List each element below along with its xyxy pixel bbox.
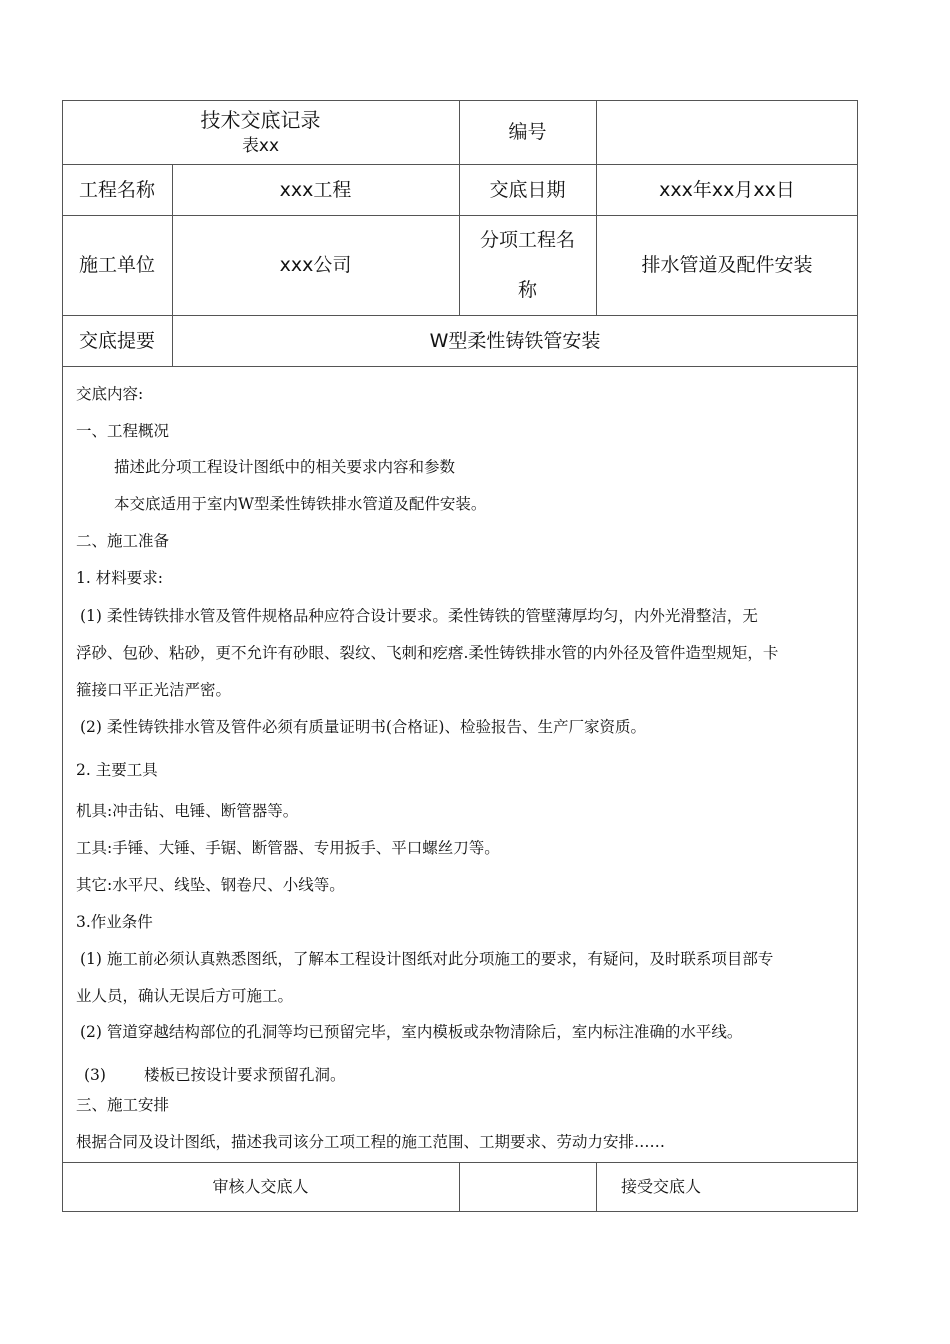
title-cell (62, 100, 459, 164)
project-name-label: 工程名称 (78, 178, 155, 201)
summary-label: 交底提要 (78, 329, 155, 352)
content-heading: 交底内容: (76, 385, 144, 403)
section-arrangement-heading: 三、施工安排 (76, 1096, 170, 1114)
sub-project-label-line2: 称 (517, 279, 537, 301)
summary-value: W型柔性铸铁管安装 (429, 329, 601, 352)
construction-unit-label: 施工单位 (78, 254, 155, 276)
document-title: 技术交底记录 (200, 108, 321, 132)
handover-date-label: 交底日期 (489, 178, 566, 201)
construction-unit-value: xxx公司 (279, 254, 352, 276)
sub-project-label (459, 215, 596, 315)
conditions-paragraph: 业人员，确认无误后方可施工。 (76, 987, 294, 1005)
project-name-value: xxx工程 (279, 178, 352, 201)
materials-paragraph: 箍接口平正光洁严密。 (76, 681, 232, 699)
overview-paragraph: 本交底适用于室内W型柔性铸铁排水管道及配件安装。 (114, 495, 487, 513)
conditions-paragraph: (2) 管道穿越结构部位的孔洞等均已预留完毕，室内模板或杂物清除后，室内标注准确的水平线。 (80, 1023, 743, 1041)
tools-hand: 工具:手锤、大锤、手锯、断管器、专用扳手、平口螺丝刀等。 (76, 839, 500, 857)
overview-paragraph: 描述此分项工程设计图纸中的相关要求内容和参数 (114, 458, 456, 476)
section-preparation-heading: 二、施工准备 (76, 532, 170, 550)
sub-project-label-line1: 分项工程名 (479, 229, 575, 251)
reviewer-signature (459, 1162, 596, 1212)
tools-heading: 2. 主要工具 (76, 761, 158, 779)
conditions-paragraph: 楼板已按设计要求预留孔洞。 (144, 1066, 346, 1084)
conditions-item-number: (3) (84, 1066, 106, 1084)
tools-other: 其它:水平尺、线坠、钢卷尺、小线等。 (76, 876, 345, 894)
handover-date-value: xxx年xx月xx日 (659, 178, 795, 201)
conditions-heading: 3.作业条件 (76, 913, 153, 931)
materials-paragraph: (1) 柔性铸铁排水管及管件规格品种应符合设计要求。柔性铸铁的管壁薄厚均匀，内外光滑整洁，无 (80, 607, 758, 625)
section-overview-heading: 一、工程概况 (76, 422, 170, 440)
serial-number-label: 编号 (508, 121, 547, 143)
materials-paragraph: 浮砂、包砂、粘砂，更不允许有砂眼、裂纹、飞刺和疙瘩.柔性铸铁排水管的内外径及管件造型规矩，卡 (76, 644, 779, 662)
arrangement-paragraph: 根据合同及设计图纸，描述我司该分工项工程的施工范围、工期要求、劳动力安排…… (76, 1133, 666, 1151)
materials-paragraph: (2) 柔性铸铁排水管及管件必须有质量证明书(合格证)、检验报告、生产厂家资质。 (80, 718, 646, 736)
receiver-label: 接受交底人 (620, 1177, 701, 1196)
reviewer-label: 审核人交底人 (212, 1177, 309, 1196)
serial-number-value (596, 100, 858, 164)
sub-project-value: 排水管道及配件安装 (641, 254, 813, 276)
conditions-paragraph: (1) 施工前必须认真熟悉图纸，了解本工程设计图纸对此分项施工的要求，有疑问，及时联系项目部专 (80, 950, 774, 968)
form-number: 表xx (241, 136, 280, 156)
row-divider (62, 366, 858, 367)
materials-heading: 1. 材料要求: (76, 569, 163, 587)
tools-machines: 机具:冲击钻、电锤、断管器等。 (76, 802, 299, 820)
